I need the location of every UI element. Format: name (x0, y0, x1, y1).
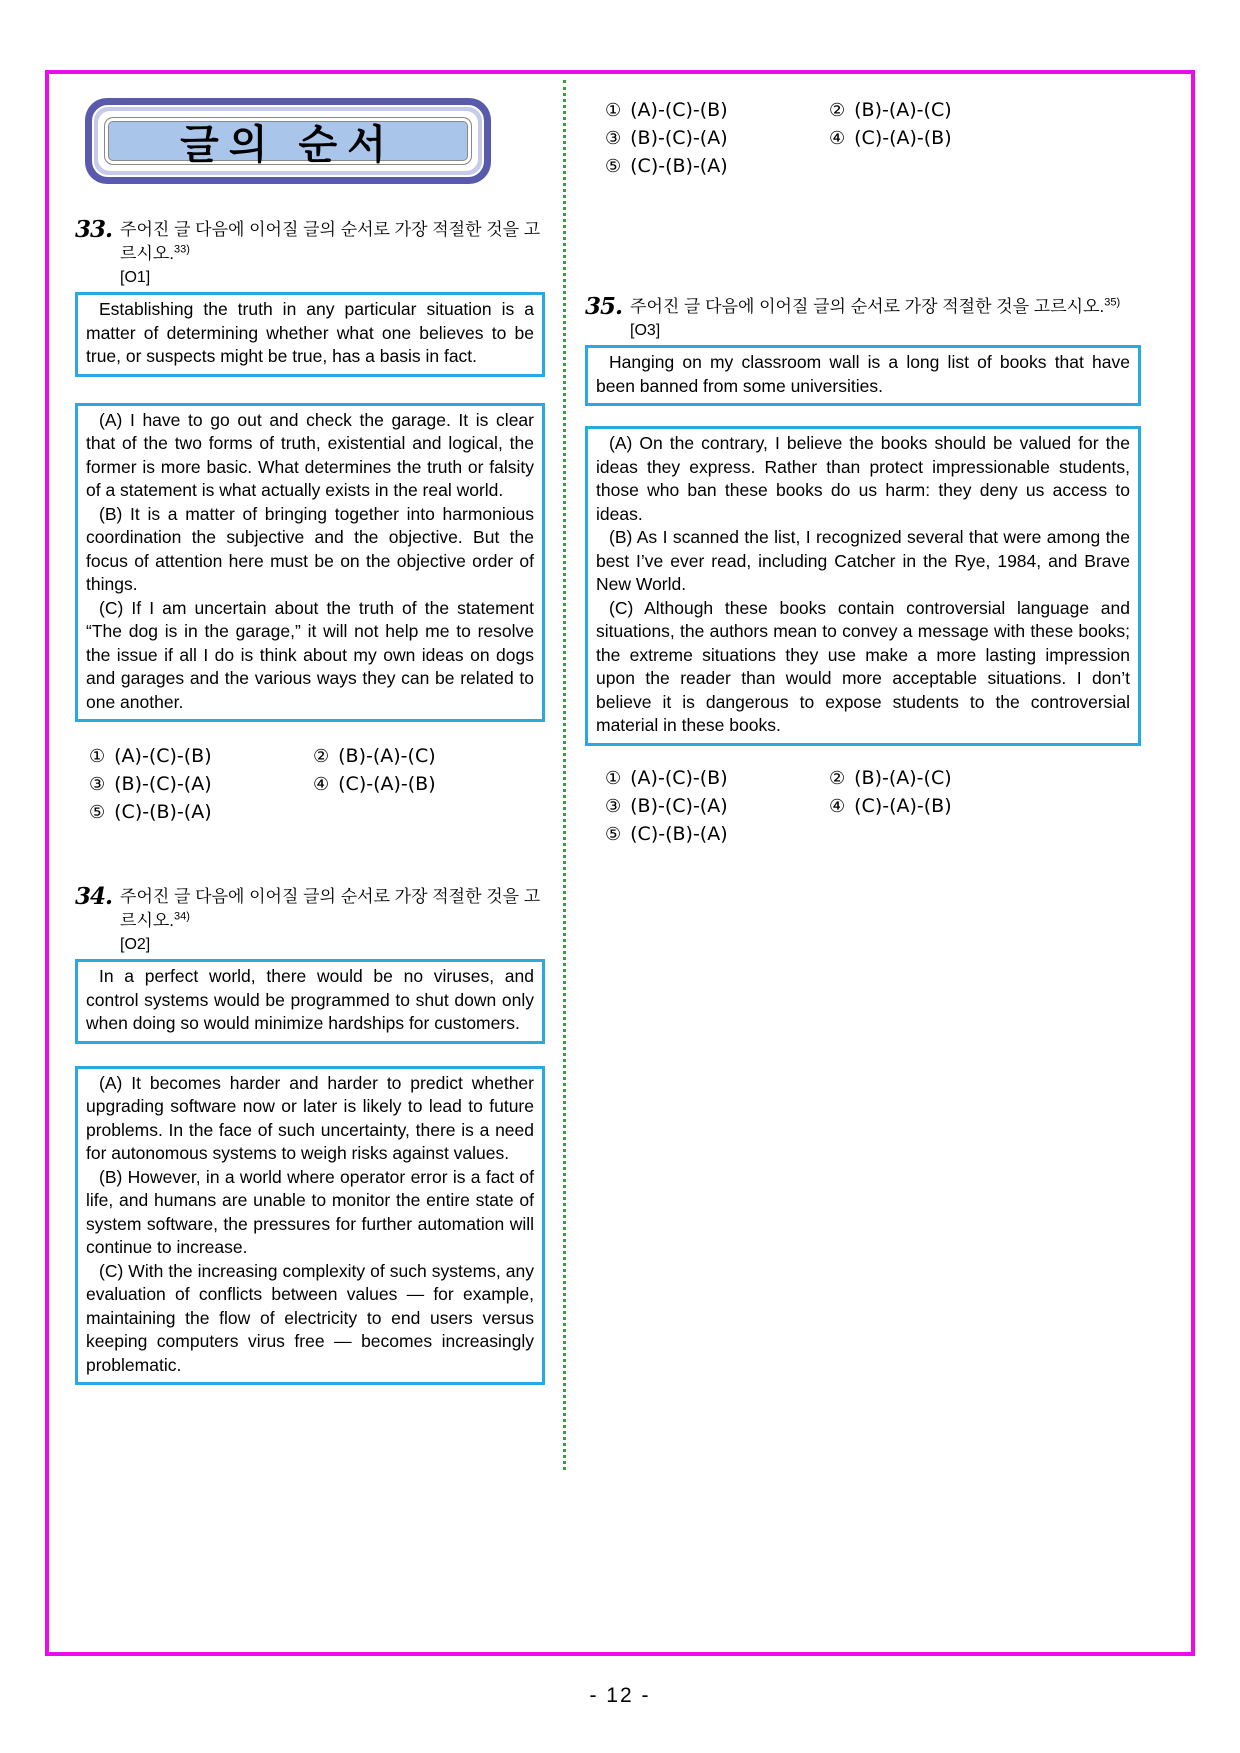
option-circle-number: ① (89, 746, 106, 767)
option-text: (B)-(C)-(A) (114, 773, 212, 795)
right-column (585, 98, 1141, 847)
option-circle-number: ① (605, 100, 622, 121)
question-number: 34. (75, 883, 113, 910)
option-text: (B)-(C)-(A) (630, 127, 728, 149)
question-34-header (75, 885, 545, 957)
option-5 (605, 822, 829, 847)
option-4 (829, 794, 1141, 819)
paragraph-b: (B) However, in a world where operator error is a fact of life, and humans are unable to monitor the entire state of system software, the pressures for further automation will continue to increase. (86, 1166, 534, 1257)
ordering-passages-box-33 (75, 403, 545, 723)
option-4 (829, 126, 1141, 151)
option-1 (89, 744, 313, 769)
option-text: (B)-(A)-(C) (338, 745, 436, 767)
ordering-passages-box-34 (75, 1066, 545, 1386)
section-banner-ring-inner (98, 111, 478, 171)
given-passage-box-33 (75, 292, 545, 377)
section-banner (85, 98, 491, 184)
question-number: 35. (585, 293, 623, 320)
ordering-passages-box-35 (585, 426, 1141, 746)
given-passage-box-34 (75, 959, 545, 1044)
option-circle-number: ① (605, 767, 622, 789)
answer-options-34 (605, 98, 1141, 179)
question-code: [O1] (120, 269, 151, 286)
footnote-marker: 34) (174, 910, 190, 923)
question-code: [O2] (120, 936, 151, 953)
option-text: (A)-(C)-(B) (114, 745, 212, 767)
given-passage-box-35 (585, 345, 1141, 406)
option-circle-number: ④ (829, 795, 846, 817)
option-5 (605, 154, 829, 179)
question-prompt (120, 218, 545, 290)
given-passage-text: In a perfect world, there would be no viruses, and control systems would be programmed to shut down only when doing so would minimize hardships for customers. (86, 966, 534, 1033)
footnote-marker: 35) (1104, 296, 1121, 309)
option-3 (605, 794, 829, 819)
question-prompt (630, 295, 1120, 343)
option-4 (313, 772, 545, 797)
option-5 (89, 800, 313, 825)
paragraph-c: (C) Although these books contain controversial language and situations, the authors mean to convey a message with these books; the extreme situations they use make a more lasting impression upon the reader than would more acceptable situations. I don’t believe it is dangerous to expose students to the controversial material in these books. (596, 597, 1130, 735)
option-circle-number: ⑤ (89, 802, 106, 823)
option-3 (605, 126, 829, 151)
option-circle-number: ⑤ (605, 156, 622, 177)
question-number: 33. (75, 216, 113, 243)
paragraph-a: (A) It becomes harder and harder to predict whether upgrading software now or later is likely to lead to future problems. In the face of such uncertainty, there is a need for autonomous systems to weigh risks against values. (86, 1072, 534, 1163)
left-column (75, 98, 545, 1385)
given-passage-text: Hanging on my classroom wall is a long list of books that have been banned from some universities. (596, 352, 1130, 396)
option-circle-number: ② (829, 767, 846, 789)
paragraph-b: (B) As I scanned the list, I recognized several that were among the best I’ve ever read, including Catcher in the Rye, 1984, and Brave New World. (596, 527, 1130, 594)
question-prompt-text: 주어진 글 다음에 이어질 글의 순서로 가장 적절한 것을 고르시오. (120, 220, 541, 263)
given-passage-text: Establishing the truth in any particular situation is a matter of determining whether what one believes to be true, or suspects might be true, has a basis in fact. (86, 299, 534, 366)
option-text: (C)-(A)-(B) (338, 773, 436, 795)
section-banner-ring (92, 105, 484, 177)
option-1 (605, 98, 829, 123)
question-33-header (75, 218, 545, 290)
option-3 (89, 772, 313, 797)
option-2 (313, 744, 545, 769)
option-text: (A)-(C)-(B) (630, 766, 728, 789)
option-circle-number: ② (829, 100, 846, 121)
option-circle-number: ④ (829, 128, 846, 149)
option-circle-number: ③ (89, 774, 106, 795)
paragraph-b: (B) It is a matter of bringing together into harmonious coordination the subjective and the objective. But the focus of attention here must be on the objective order of things. (86, 503, 534, 594)
option-circle-number: ③ (605, 795, 622, 817)
option-text: (B)-(A)-(C) (854, 766, 952, 789)
option-text: (A)-(C)-(B) (630, 99, 728, 121)
question-code: [O3] (630, 322, 661, 339)
option-text: (C)-(B)-(A) (630, 822, 728, 845)
option-circle-number: ⑤ (605, 823, 622, 845)
question-35-header (585, 295, 1141, 343)
paragraph-c: (C) If I am uncertain about the truth of the statement “The dog is in the garage,” it will not help me to resolve the issue if all I do is think about my own ideas on dogs and garages and the various ways they can be related to one another. (86, 597, 534, 712)
option-text: (C)-(A)-(B) (854, 127, 952, 149)
question-prompt (120, 885, 545, 957)
column-divider (563, 80, 566, 1470)
option-circle-number: ② (313, 746, 330, 767)
paragraph-c: (C) With the increasing complexity of such systems, any evaluation of conflicts between values — for example, maintaining the flow of electricity to end users versus keeping computers virus free — becomes increasingly problematic. (86, 1260, 534, 1375)
page-number: - 12 - (589, 1684, 651, 1707)
section-title: 글의 순서 (104, 117, 472, 165)
option-text: (C)-(B)-(A) (630, 155, 728, 177)
question-prompt-text: 주어진 글 다음에 이어질 글의 순서로 가장 적절한 것을 고르시오. (630, 297, 1105, 316)
question-prompt-text: 주어진 글 다음에 이어질 글의 순서로 가장 적절한 것을 고르시오. (120, 887, 541, 930)
option-text: (B)-(C)-(A) (630, 794, 728, 817)
option-circle-number: ③ (605, 128, 622, 149)
option-circle-number: ④ (313, 774, 330, 795)
footnote-marker: 33) (174, 243, 190, 256)
answer-options-33 (89, 744, 545, 825)
paragraph-a: (A) On the contrary, I believe the books should be valued for the ideas they express. Rather than protect impressionable students, those who ban these books do us harm: they deny us access to ideas. (596, 433, 1130, 524)
option-text: (C)-(B)-(A) (114, 801, 212, 823)
paragraph-a: (A) I have to go out and check the garage. It is clear that of the two forms of truth, existential and logical, the former is more basic. What determines the truth or falsity of a statement is what actually exists in the real world. (86, 409, 534, 500)
option-1 (605, 766, 829, 791)
option-2 (829, 766, 1141, 791)
option-text: (C)-(A)-(B) (854, 794, 952, 817)
answer-options-35 (605, 766, 1141, 847)
option-text: (B)-(A)-(C) (854, 99, 952, 121)
option-2 (829, 98, 1141, 123)
